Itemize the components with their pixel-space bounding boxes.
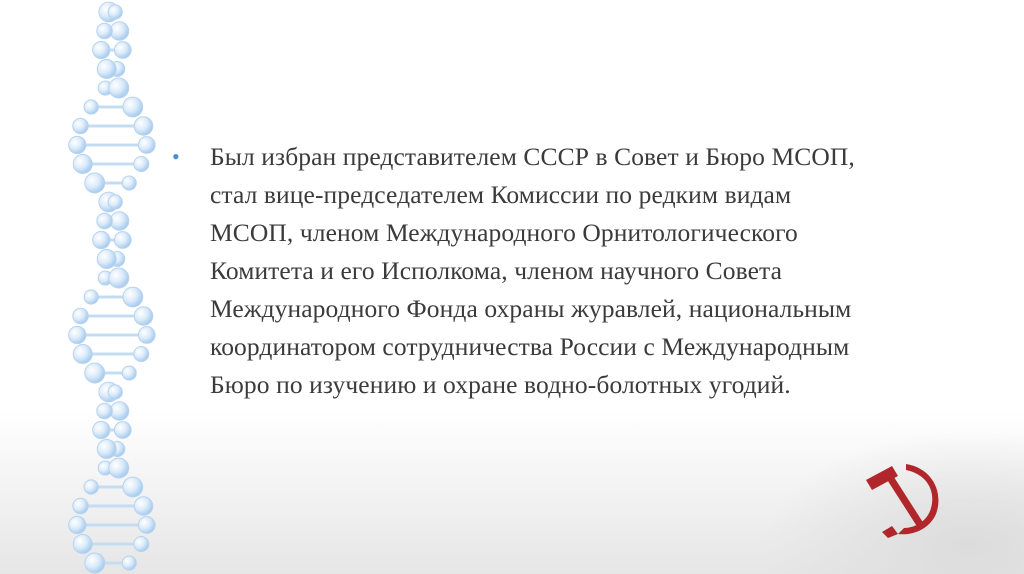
dna-node <box>122 366 136 380</box>
dna-node <box>73 308 88 323</box>
dna-node <box>123 477 143 497</box>
dna-node <box>84 480 98 494</box>
dna-node <box>138 327 155 344</box>
bullet-line: Был избран представителем СССР в Совет и Бюро МСОП, <box>210 142 855 171</box>
dna-node <box>134 156 149 171</box>
dna-node <box>97 60 116 79</box>
dna-node <box>93 231 110 248</box>
dna-node <box>73 535 92 554</box>
dna-node <box>110 22 129 41</box>
dna-node <box>85 553 105 573</box>
bullet-line: МСОП, членом Международного Орнитологического <box>210 218 798 247</box>
dna-node <box>114 422 131 439</box>
dna-node <box>73 118 88 133</box>
bullet-text <box>210 138 855 404</box>
bullet-line: Комитета и его Исполкома, членом научного Совета <box>210 256 783 285</box>
dna-node <box>73 498 88 513</box>
dna-node <box>110 212 129 231</box>
bullet-line: стал вице-председателем Комиссии по редким видам <box>210 180 792 209</box>
dna-node <box>85 363 105 383</box>
dna-node <box>97 23 112 38</box>
dna-node <box>108 5 122 19</box>
dna-node <box>109 78 129 98</box>
dna-node <box>138 517 155 534</box>
bullet-line: координатором сотрудничества России с Международным <box>210 332 850 361</box>
dna-node <box>73 155 92 174</box>
dna-node <box>97 440 116 459</box>
dna-node <box>73 345 92 364</box>
dna-node <box>93 41 110 58</box>
dna-node <box>123 97 143 117</box>
hammer-and-sickle-icon <box>852 458 948 538</box>
bullet-item <box>170 138 990 404</box>
dna-node <box>134 346 149 361</box>
bullet-line: Бюро по изучению и охране водно-болотных угодий. <box>210 370 791 399</box>
dna-node <box>122 556 136 570</box>
dna-node <box>108 385 122 399</box>
dna-node <box>138 137 155 154</box>
dna-node <box>114 232 131 249</box>
dna-node <box>69 136 86 153</box>
dna-node <box>97 403 112 418</box>
dna-node <box>93 421 110 438</box>
dna-helix-icon <box>40 0 180 574</box>
dna-node <box>110 402 129 421</box>
dna-node <box>97 213 112 228</box>
dna-node <box>109 458 129 478</box>
dna-node <box>134 497 153 516</box>
dna-node <box>85 173 105 193</box>
dna-node <box>69 516 86 533</box>
dna-node <box>134 117 153 136</box>
dna-node <box>123 287 143 307</box>
dna-node <box>84 100 98 114</box>
dna-node <box>122 176 136 190</box>
dna-node <box>97 250 116 269</box>
dna-node <box>69 326 86 343</box>
dna-node <box>108 195 122 209</box>
dna-node <box>134 307 153 326</box>
dna-node <box>134 536 149 551</box>
bullet-dot-icon: • <box>172 144 180 169</box>
dna-node <box>114 42 131 59</box>
dna-node <box>84 290 98 304</box>
dna-node <box>109 268 129 288</box>
content-area <box>170 138 990 404</box>
bullet-line: Международного Фонда охраны журавлей, национальным <box>210 294 852 323</box>
